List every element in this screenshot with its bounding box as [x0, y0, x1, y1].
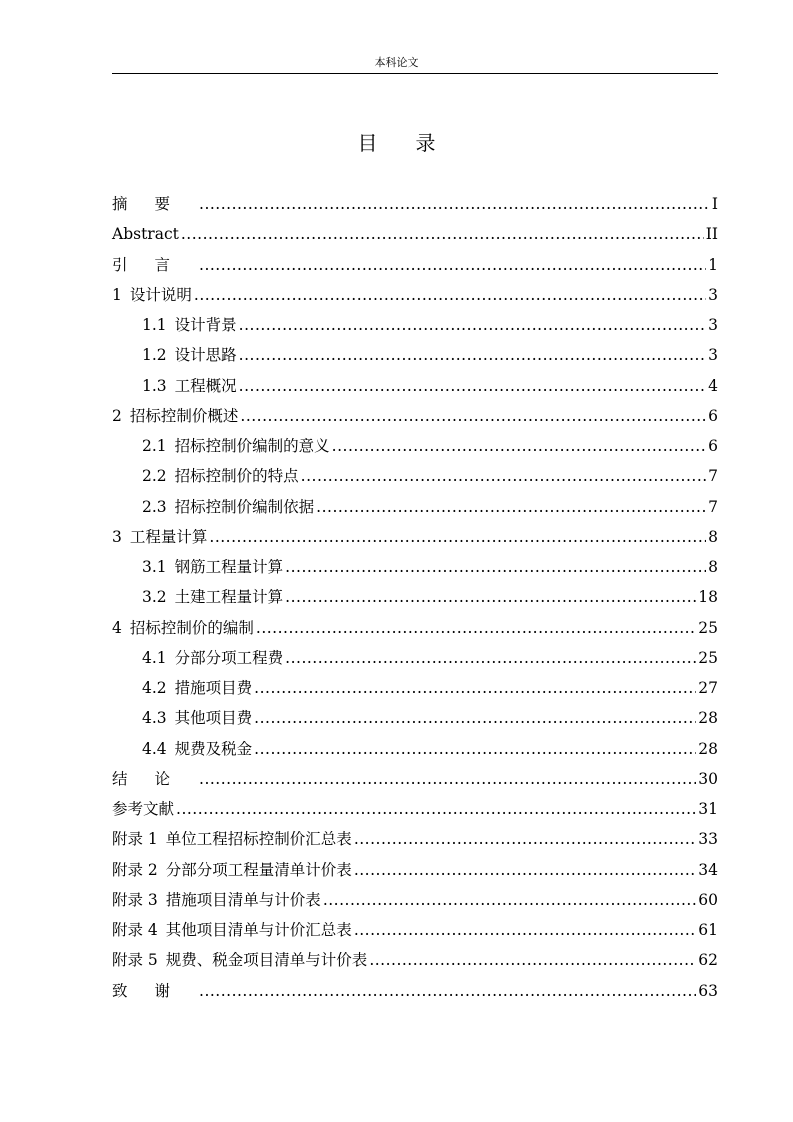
toc-dot-leader: [194, 280, 706, 310]
toc-entry-title: 其他项目清单与计价汇总表: [165, 921, 352, 939]
toc-dot-leader: [354, 915, 696, 945]
toc-entry[interactable]: [112, 976, 718, 1006]
toc-entry-number: 2.2: [142, 467, 167, 486]
toc-entry-number: 附录 2: [112, 860, 158, 879]
toc-entry-number: 3.1: [142, 558, 167, 576]
toc-entry[interactable]: [112, 885, 718, 915]
toc-entry-page: 30: [698, 769, 718, 788]
toc-entry-number: 1.1: [142, 316, 167, 334]
toc-entry-title: 设计背景: [174, 316, 237, 334]
toc-entry-page: 7: [708, 467, 718, 486]
toc-dot-leader: [209, 522, 706, 552]
toc-entry-page: 34: [698, 860, 718, 879]
toc-entry-title: 单位工程招标控制价汇总表: [165, 830, 352, 849]
toc-entry[interactable]: [112, 310, 718, 340]
toc-entry-page: 31: [698, 800, 718, 818]
toc-entry-title: 参考文献: [112, 800, 175, 818]
toc-entry[interactable]: [112, 401, 718, 431]
toc-entry[interactable]: [112, 673, 718, 703]
toc-entry[interactable]: [112, 855, 718, 885]
toc-entry-page: 4: [708, 376, 718, 395]
toc-entry-title: 措施项目费: [174, 679, 253, 697]
toc-entry-title: 规费及税金: [174, 739, 253, 758]
toc-entry-number: 3.2: [142, 588, 167, 607]
header-rule: [112, 73, 718, 74]
toc-entry-title: 分部分项工程量清单计价表: [165, 860, 352, 879]
toc-entry-title: 工程概况: [174, 376, 237, 395]
toc-entry-page: 28: [698, 739, 718, 758]
toc-entry-number: 1.2: [142, 346, 167, 365]
toc-entry[interactable]: [112, 280, 718, 310]
toc-entry-number: 4.4: [142, 739, 167, 758]
toc-entry[interactable]: [112, 371, 718, 401]
toc-dot-leader: [285, 582, 696, 612]
toc-entry-number: 4.3: [142, 709, 167, 728]
toc-dot-leader: [332, 431, 706, 461]
toc-entry[interactable]: [112, 703, 718, 733]
toc-entry-title: 分部分项工程费: [174, 648, 284, 667]
toc-entry-number: 4.2: [142, 679, 167, 697]
toc-entry[interactable]: [112, 189, 718, 219]
toc-entry-title: 措施项目清单与计价表: [165, 890, 321, 909]
toc-entry-number: 4: [112, 618, 122, 637]
toc-dot-leader: [369, 945, 696, 975]
toc-entry[interactable]: [112, 552, 718, 582]
toc-entry-title: 招标控制价编制的意义: [174, 437, 330, 455]
toc-entry-title: 土建工程量计算: [174, 588, 284, 607]
toc-dot-leader: [256, 613, 696, 643]
toc-entry[interactable]: [112, 734, 718, 764]
toc-dot-leader: [354, 824, 696, 854]
toc-entry-page: 25: [698, 648, 718, 667]
running-header: 本科论文: [374, 56, 419, 69]
toc-entry-number: 4.1: [142, 648, 167, 667]
toc-dot-leader: [323, 885, 696, 915]
toc-dot-leader: [354, 855, 696, 885]
toc-entry-page: 6: [708, 406, 718, 425]
toc-entry-title: 结论: [112, 769, 198, 788]
toc-entry-title: 设计思路: [174, 346, 237, 365]
toc-entry[interactable]: [112, 582, 718, 612]
toc-entry-page: 3: [708, 346, 718, 365]
toc-entry[interactable]: [112, 915, 718, 945]
toc-entry-title: 规费、税金项目清单与计价表: [165, 951, 368, 970]
toc-entry[interactable]: [112, 461, 718, 491]
toc-entry[interactable]: [112, 824, 718, 854]
toc-dot-leader: [199, 189, 710, 219]
toc-entry-title: 设计说明: [129, 285, 192, 304]
toc-dot-leader: [199, 976, 696, 1006]
toc-entry-title: 钢筋工程量计算: [174, 558, 284, 576]
toc-dot-leader: [181, 219, 704, 249]
toc-entry-page: 3: [708, 285, 718, 304]
toc-entry[interactable]: [112, 431, 718, 461]
toc-entry-number: 2.3: [142, 497, 167, 516]
toc-entry[interactable]: [112, 492, 718, 522]
toc-entry[interactable]: [112, 522, 718, 552]
toc-entry-title: 引言: [112, 255, 198, 274]
toc-entry[interactable]: [112, 613, 718, 643]
toc-entry[interactable]: [112, 764, 718, 794]
toc-dot-leader: [199, 250, 706, 280]
toc-dot-leader: [254, 673, 696, 703]
toc-entry[interactable]: [112, 250, 718, 280]
toc-entry-page: 61: [698, 921, 718, 939]
toc-dot-leader: [239, 310, 706, 340]
toc-entry-page: 1: [708, 255, 718, 274]
toc-entry-page: 3: [708, 316, 718, 334]
toc-entry-page: 33: [698, 830, 718, 849]
toc-dot-leader: [285, 552, 706, 582]
toc-entry-page: 8: [708, 527, 718, 546]
toc-entry[interactable]: [112, 340, 718, 370]
toc-entry-number: 附录 4: [112, 921, 158, 939]
toc-entry-page: 28: [698, 709, 718, 728]
toc-entry-title: Abstract: [112, 225, 179, 244]
toc-entry-page: 60: [698, 890, 718, 909]
toc-dot-leader: [254, 703, 696, 733]
toc-entry-page: 63: [698, 981, 718, 1000]
toc-entry-title: 招标控制价的编制: [129, 618, 254, 637]
toc-entry-number: 3: [112, 527, 122, 546]
toc-entry-page: 18: [698, 588, 718, 607]
toc-entry-number: 1: [112, 285, 122, 304]
toc-entry-title: 摘要: [112, 195, 198, 213]
toc-entry[interactable]: [112, 219, 718, 249]
toc-entry[interactable]: [112, 643, 718, 673]
toc-dot-leader: [239, 371, 706, 401]
toc-title: 目录: [357, 131, 474, 155]
toc-entry[interactable]: [112, 794, 718, 824]
toc-dot-leader: [240, 401, 706, 431]
toc-entry-title: 其他项目费: [174, 709, 253, 728]
toc-entry-title: 工程量计算: [129, 527, 208, 546]
toc-entry-page: 7: [708, 497, 718, 516]
toc-entry-page: 8: [708, 558, 718, 576]
toc-dot-leader: [199, 764, 696, 794]
toc-entry-title: 招标控制价的特点: [174, 467, 299, 486]
toc-entry-page: 25: [698, 618, 718, 637]
toc-entry-number: 附录 1: [112, 830, 158, 849]
toc-entry-number: 2: [112, 406, 122, 425]
toc-entry-page: 62: [698, 951, 718, 970]
toc-dot-leader: [176, 794, 696, 824]
toc-dot-leader: [301, 461, 706, 491]
toc-entry-page: 27: [698, 679, 718, 697]
toc-dot-leader: [239, 340, 706, 370]
toc-entry-page: 6: [708, 437, 718, 455]
toc-dot-leader: [316, 492, 706, 522]
toc-dot-leader: [254, 734, 696, 764]
toc-dot-leader: [285, 643, 696, 673]
toc-entry[interactable]: [112, 945, 718, 975]
toc-entry-number: 2.1: [142, 437, 167, 455]
toc-entry-number: 1.3: [142, 376, 167, 395]
toc-entry-title: 招标控制价编制依据: [174, 497, 315, 516]
toc-entry-page: I: [711, 195, 718, 213]
toc-entry-title: 招标控制价概述: [129, 406, 239, 425]
toc-entry-page: II: [705, 225, 718, 244]
toc-entry-number: 附录 5: [112, 951, 158, 970]
toc-entry-number: 附录 3: [112, 890, 158, 909]
toc-list: [112, 189, 718, 1006]
toc-entry-title: 致谢: [112, 981, 198, 1000]
